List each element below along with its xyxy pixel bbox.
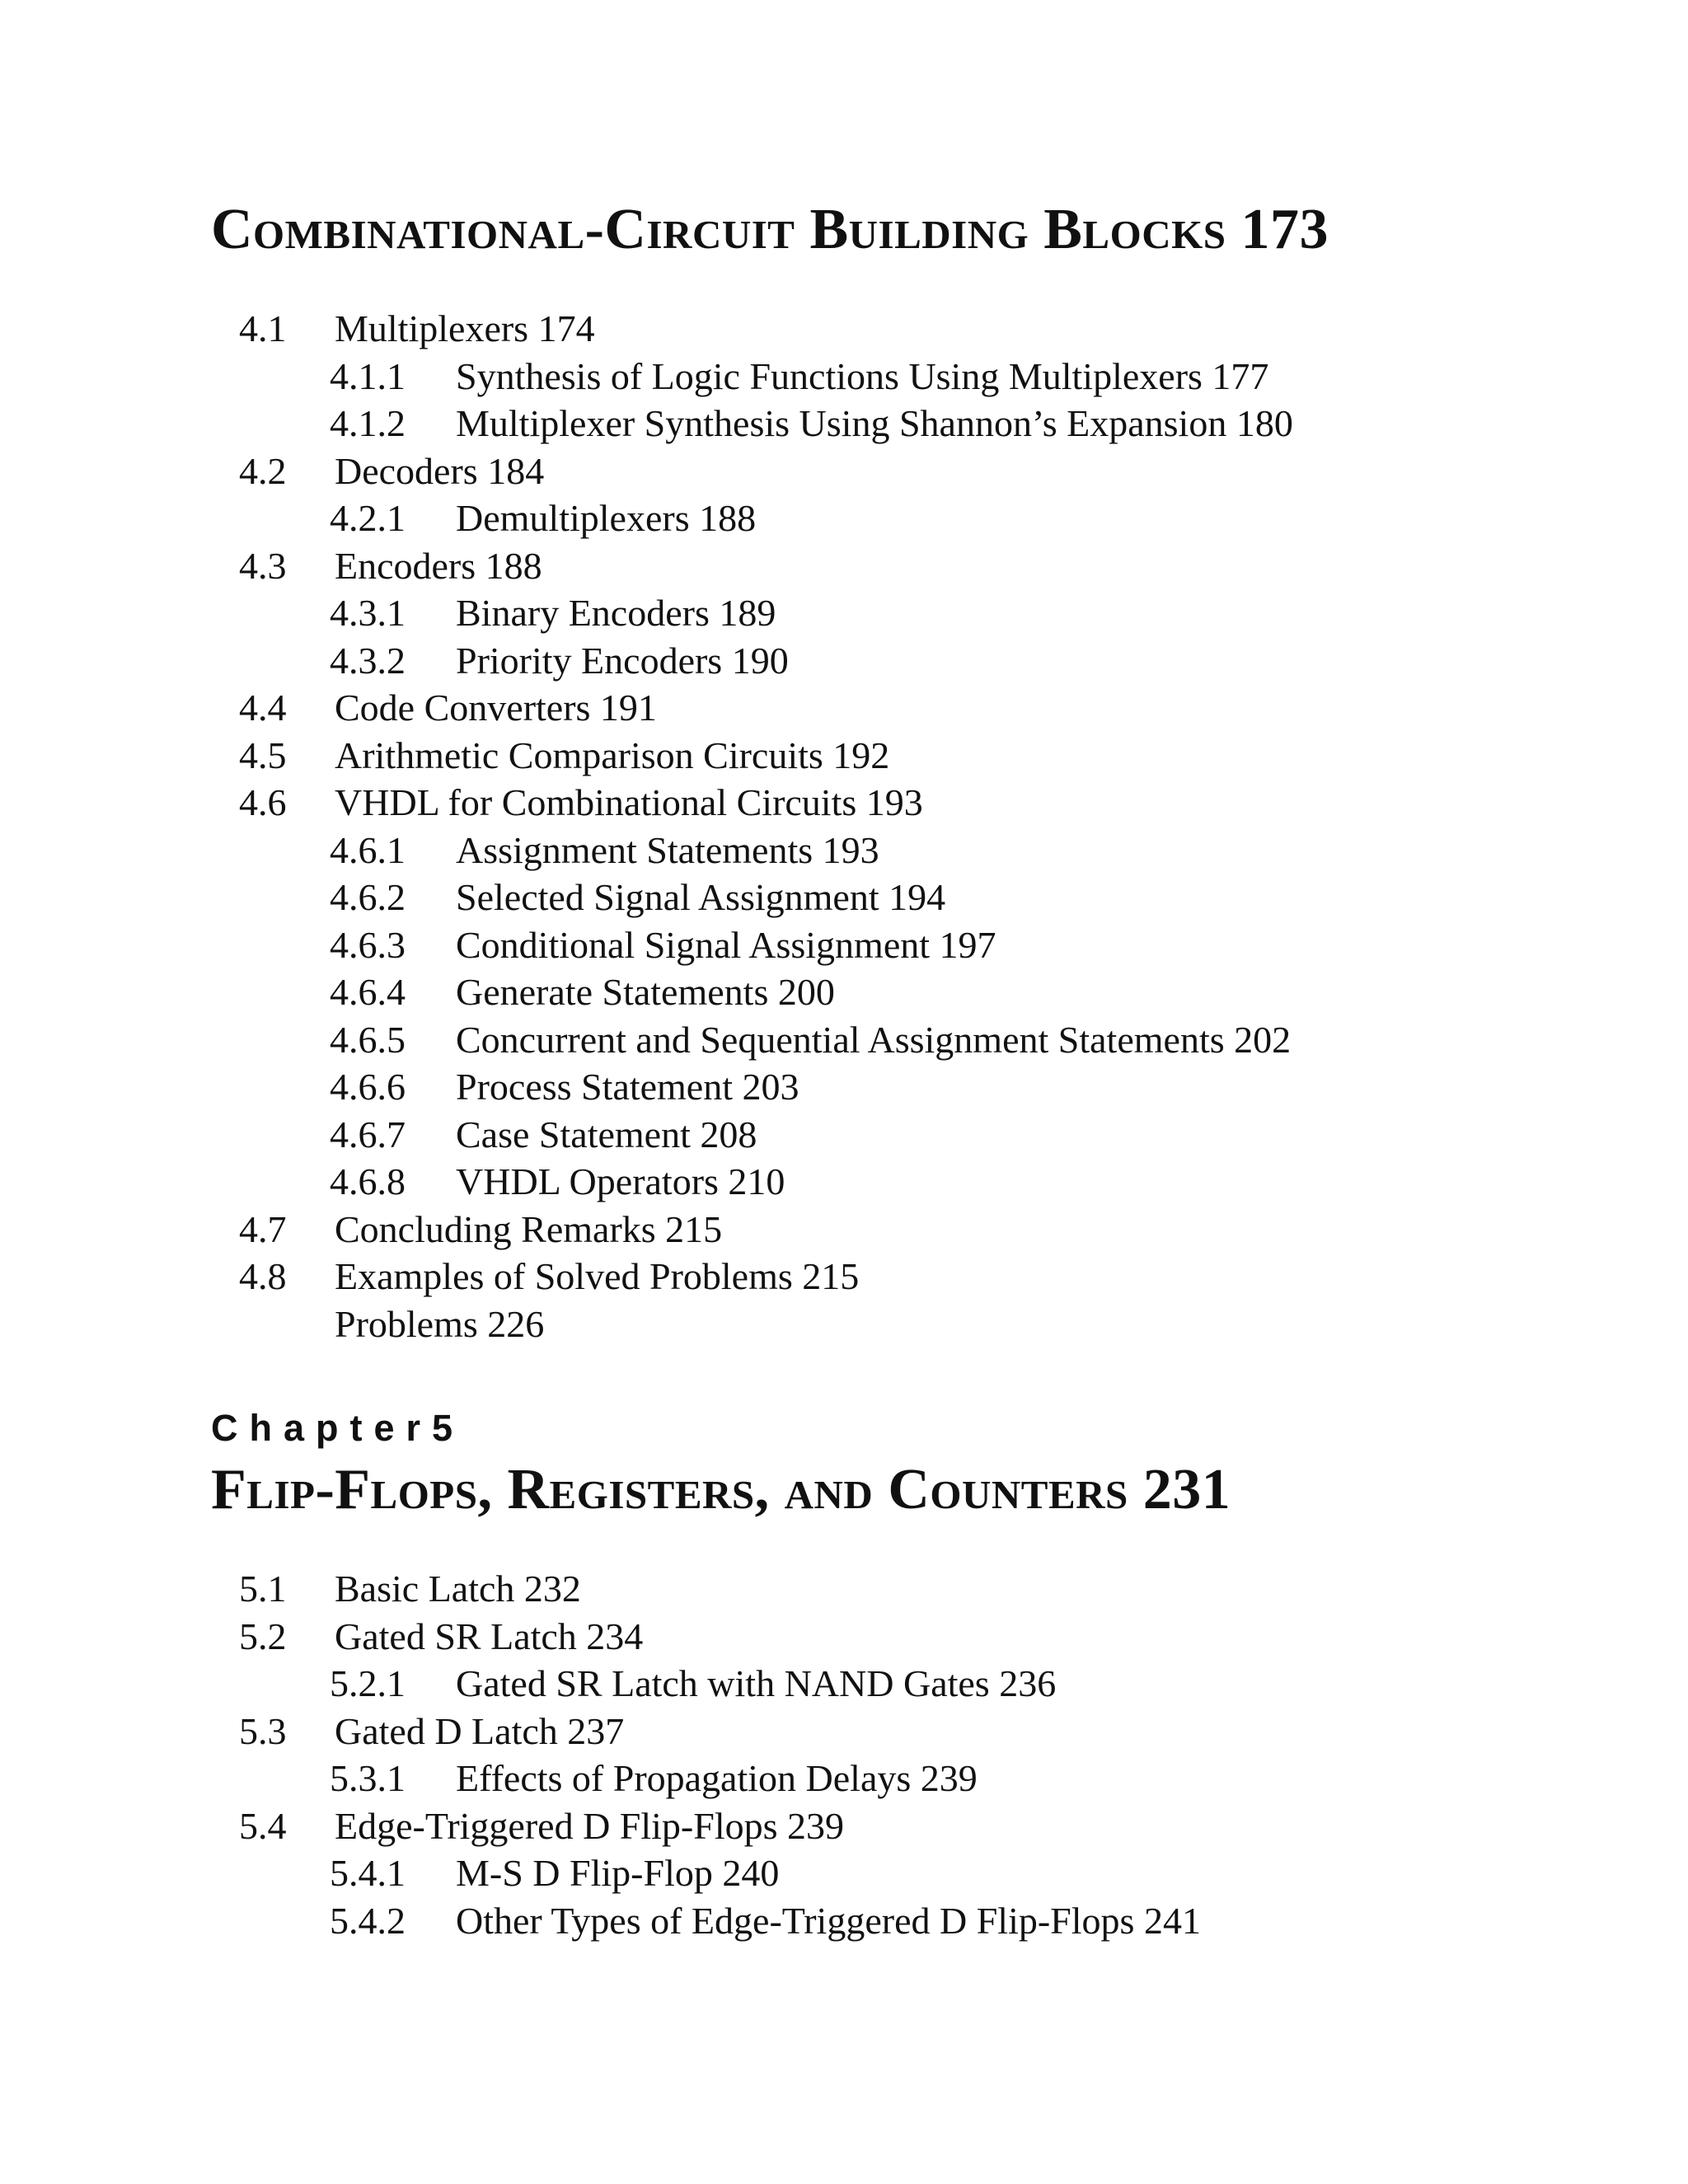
toc-entry bbox=[0, 874, 1688, 921]
chapter-4-toc bbox=[0, 305, 1688, 1347]
toc-entry-number: 4.3.1 bbox=[330, 592, 406, 634]
toc-entry-number: 4.6.8 bbox=[330, 1160, 406, 1202]
toc-entry bbox=[0, 779, 1688, 827]
toc-entry-number: 4.2.1 bbox=[330, 497, 406, 539]
toc-entry-title: Gated D Latch 237 bbox=[335, 1709, 625, 1752]
toc-entry-number: 4.8 bbox=[239, 1255, 287, 1297]
toc-entry-title: Examples of Solved Problems 215 bbox=[335, 1255, 860, 1297]
toc-entry bbox=[0, 684, 1688, 732]
toc-entry bbox=[0, 448, 1688, 495]
toc-entry bbox=[0, 921, 1688, 969]
toc-entry-title: VHDL Operators 210 bbox=[456, 1160, 785, 1202]
toc-entry-number: 4.4 bbox=[239, 687, 287, 729]
toc-entry-number: 4.2 bbox=[239, 449, 287, 492]
toc-entry-number: 4.6.2 bbox=[330, 876, 406, 918]
toc-entry-number: 5.3.1 bbox=[330, 1757, 406, 1799]
toc-entry bbox=[0, 1565, 1688, 1613]
toc-entry-number: 4.6.5 bbox=[330, 1018, 406, 1061]
toc-entry-title: Binary Encoders 189 bbox=[456, 592, 776, 634]
toc-entry-title: Conditional Signal Assignment 197 bbox=[456, 923, 996, 966]
toc-entry-title: Effects of Propagation Delays 239 bbox=[456, 1757, 978, 1799]
toc-entry bbox=[0, 494, 1688, 542]
toc-entry-title: Case Statement 208 bbox=[456, 1113, 757, 1155]
toc-entry-title: Gated SR Latch with NAND Gates 236 bbox=[456, 1662, 1057, 1704]
toc-entry-number: 4.1.2 bbox=[330, 402, 406, 444]
toc-entry bbox=[0, 353, 1688, 401]
toc-entry bbox=[0, 1111, 1688, 1159]
toc-entry bbox=[0, 637, 1688, 685]
toc-entry-title: Synthesis of Logic Functions Using Multiplexers 177 bbox=[456, 354, 1269, 397]
toc-entry bbox=[0, 1897, 1688, 1945]
toc-entry-number: 4.5 bbox=[239, 733, 287, 776]
toc-entry bbox=[0, 1016, 1688, 1064]
toc-entry-title: Assignment Statements 193 bbox=[456, 828, 879, 871]
chapter-5-toc bbox=[0, 1565, 1688, 1944]
toc-entry-title: Concluding Remarks 215 bbox=[335, 1207, 723, 1250]
toc-entry bbox=[0, 400, 1688, 448]
toc-entry bbox=[0, 827, 1688, 874]
toc-entry-title: M-S D Flip-Flop 240 bbox=[456, 1852, 780, 1894]
chapter-4-title: Combinational-Circuit Building Blocks 173 bbox=[211, 198, 1329, 261]
toc-entry bbox=[0, 1708, 1688, 1755]
toc-entry bbox=[0, 1802, 1688, 1850]
toc-entry-title: Problems 226 bbox=[335, 1302, 545, 1345]
toc-entry-number: 4.6.7 bbox=[330, 1113, 406, 1155]
toc-entry bbox=[0, 305, 1688, 353]
toc-entry-title: Basic Latch 232 bbox=[335, 1568, 581, 1610]
toc-entry-number: 4.7 bbox=[239, 1207, 287, 1250]
toc-entry-number: 5.2.1 bbox=[330, 1662, 406, 1704]
toc-entry bbox=[0, 1660, 1688, 1708]
toc-entry-number: 5.3 bbox=[239, 1709, 287, 1752]
toc-entry-title: Other Types of Edge-Triggered D Flip-Flops 241 bbox=[456, 1899, 1201, 1942]
toc-entry-title: Gated SR Latch 234 bbox=[335, 1615, 644, 1657]
toc-entry-number: 5.2 bbox=[239, 1615, 287, 1657]
toc-entry bbox=[0, 1849, 1688, 1897]
toc-entry-number: 4.6.6 bbox=[330, 1066, 406, 1108]
toc-entry bbox=[0, 589, 1688, 637]
toc-entry-title: Multiplexers 174 bbox=[335, 307, 595, 349]
toc-entry bbox=[0, 732, 1688, 780]
toc-entry bbox=[0, 1253, 1688, 1301]
toc-entry-number: 4.3 bbox=[239, 544, 287, 587]
toc-entry bbox=[0, 542, 1688, 590]
toc-entry-number: 4.6.3 bbox=[330, 923, 406, 966]
toc-entry-title: Arithmetic Comparison Circuits 192 bbox=[335, 733, 890, 776]
toc-entry-number: 4.6 bbox=[239, 781, 287, 823]
toc-entry-number: 5.4.1 bbox=[330, 1852, 406, 1894]
toc-entry-number: 5.4.2 bbox=[330, 1899, 406, 1942]
toc-entry-title: Generate Statements 200 bbox=[456, 971, 835, 1013]
toc-entry-number: 4.6.4 bbox=[330, 971, 406, 1013]
toc-entry bbox=[0, 1301, 1688, 1348]
toc-entry bbox=[0, 968, 1688, 1016]
toc-entry bbox=[0, 1613, 1688, 1661]
toc-entry-title: Edge-Triggered D Flip-Flops 239 bbox=[335, 1804, 845, 1847]
toc-entry-number: 4.3.2 bbox=[330, 639, 406, 682]
toc-entry-number: 4.1.1 bbox=[330, 354, 406, 397]
toc-entry-title: Decoders 184 bbox=[335, 449, 545, 492]
toc-entry bbox=[0, 1158, 1688, 1206]
toc-entry-number: 4.1 bbox=[239, 307, 287, 349]
toc-entry-title: VHDL for Combinational Circuits 193 bbox=[335, 781, 923, 823]
toc-entry-title: Code Converters 191 bbox=[335, 687, 657, 729]
toc-entry-title: Encoders 188 bbox=[335, 544, 542, 587]
toc-entry-title: Multiplexer Synthesis Using Shannon’s Expansion 180 bbox=[456, 402, 1293, 444]
toc-entry-number: 4.6.1 bbox=[330, 828, 406, 871]
toc-entry bbox=[0, 1755, 1688, 1802]
toc-entry-title: Selected Signal Assignment 194 bbox=[456, 876, 946, 918]
chapter-5-label: Chapter5 bbox=[211, 1407, 465, 1449]
chapter-5-title: Flip-Flops, Registers, and Counters 231 bbox=[211, 1458, 1231, 1521]
toc-entry bbox=[0, 1063, 1688, 1111]
toc-entry-title: Demultiplexers 188 bbox=[456, 497, 757, 539]
toc-entry-title: Process Statement 203 bbox=[456, 1066, 799, 1108]
toc-entry-title: Priority Encoders 190 bbox=[456, 639, 789, 682]
toc-entry-number: 5.4 bbox=[239, 1804, 287, 1847]
toc-entry-number: 5.1 bbox=[239, 1568, 287, 1610]
toc-entry-title: Concurrent and Sequential Assignment Statements 202 bbox=[456, 1018, 1292, 1061]
toc-entry bbox=[0, 1206, 1688, 1254]
